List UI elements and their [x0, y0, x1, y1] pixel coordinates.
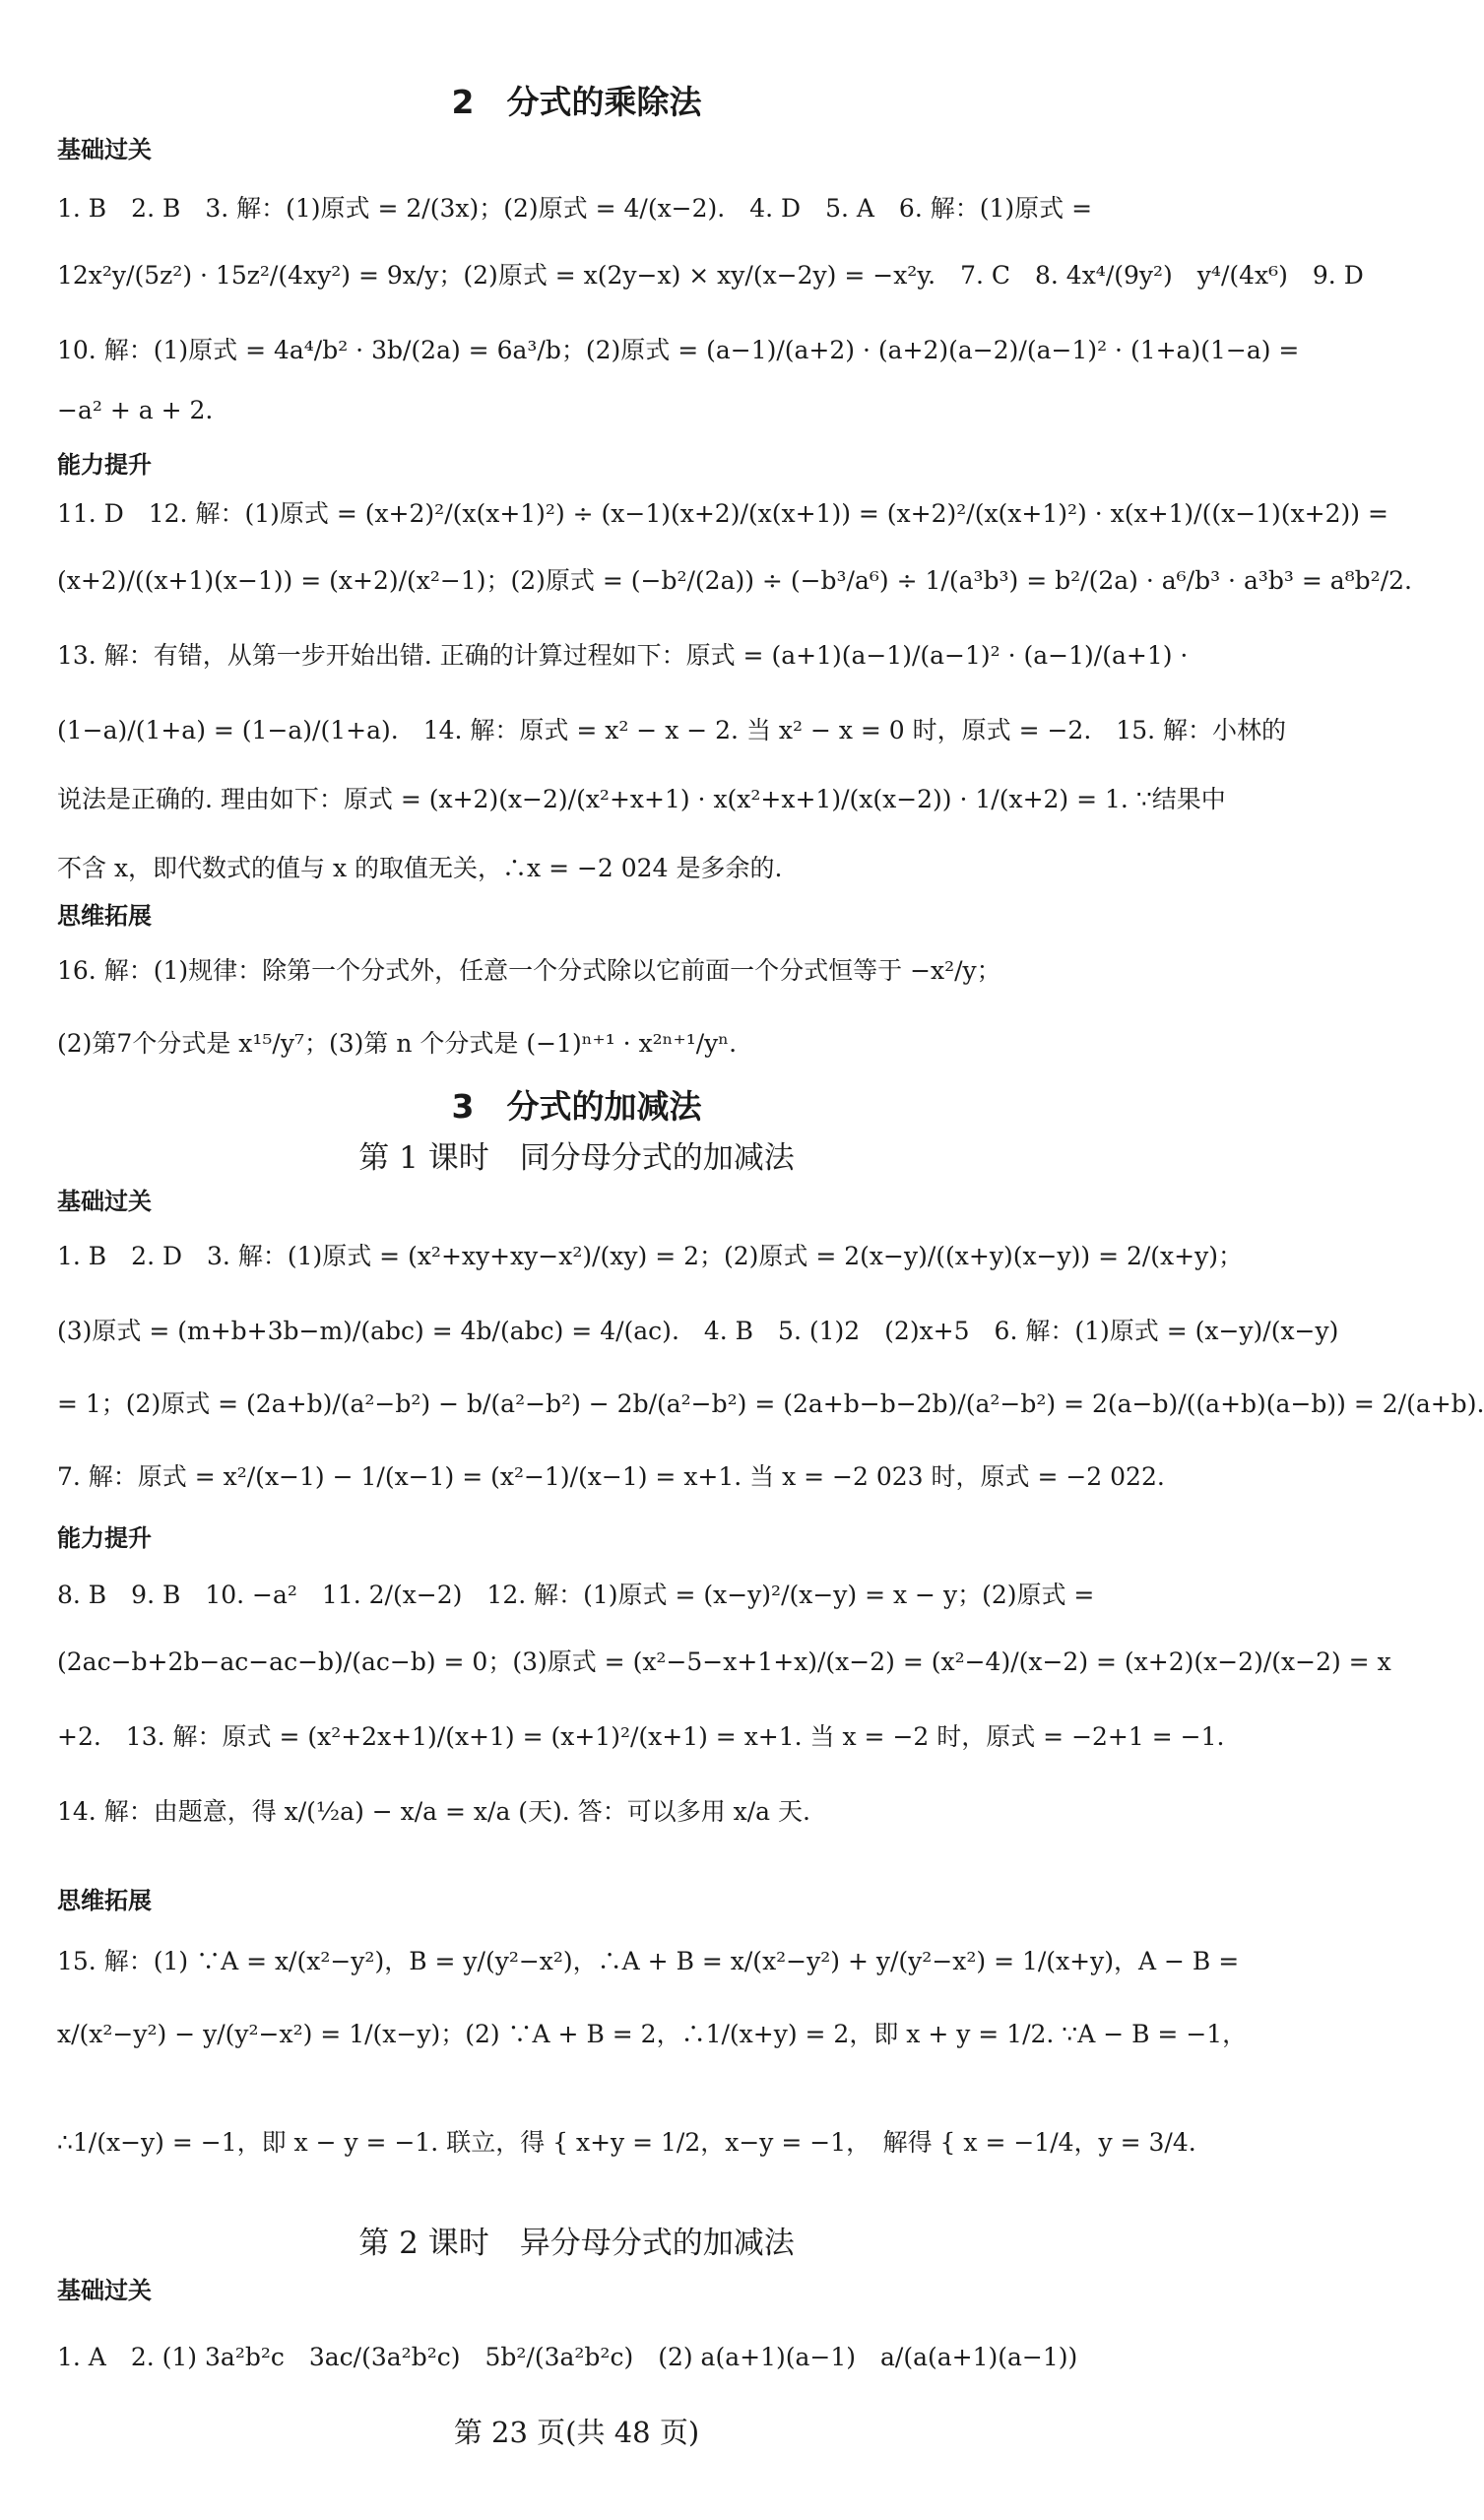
answer-line: (2ac−b+2b−ac−ac−b)/(ac−b) = 0；(3)原式 = (x²−5−x+1+x)/(x−2) = (x²−4)/(x−2) = (x+2)(x−2)/(x−2) = x — [57, 1648, 1391, 1676]
answer-line: (1−a)/(1+a) = (1−a)/(1+a). 14. 解：原式 = x² − x − 2. 当 x² − x = 0 时，原式 = −2. 15. 解：小林的 — [57, 716, 1286, 744]
answer-line: 10. 解：(1)原式 = 4a⁴/b² · 3b/(2a) = 6a³/b；(2)原式 = (a−1)/(a+2) · (a+2)(a−2)/(a−1)² · (1+a)(1−a) = — [57, 336, 1300, 364]
answer-line: x/(x²−y²) − y/(y²−x²) = 1/(x−y)；(2) ∵A + B = 2，∴1/(x+y) = 2，即 x + y = 1/2. ∵A − B = −1， — [57, 2020, 1248, 2048]
answer-line: 13. 解：有错，从第一步开始出错. 正确的计算过程如下：原式 = (a+1)(a−1)/(a−1)² · (a−1)/(a+1) · — [57, 641, 1189, 670]
label-thinking-2: 思维拓展 — [57, 1887, 152, 1914]
label-ability-1: 能力提升 — [57, 451, 152, 479]
answer-line: 1. B 2. D 3. 解：(1)原式 = (x²+xy+xy−x²)/(xy) = 2；(2)原式 = 2(x−y)/((x+y)(x−y)) = 2/(x+y)； — [57, 1242, 1243, 1270]
label-thinking-1: 思维拓展 — [57, 902, 152, 930]
lesson-title-1: 第 1 课时 同分母分式的加减法 — [358, 1140, 795, 1176]
label-basic-2: 基础过关 — [57, 1188, 152, 1215]
answer-line: 8. B 9. B 10. −a² 11. 2/(x−2) 12. 解：(1)原式 = (x−y)²/(x−y) = x − y；(2)原式 = — [57, 1581, 1095, 1609]
answer-line: 14. 解：由题意，得 x/(½a) − x/a = x/a (天). 答：可以多用 x/a 天. — [57, 1797, 810, 1826]
section-title-3: 3 分式的加减法 — [451, 1087, 702, 1126]
answer-line: 说法是正确的. 理由如下：原式 = (x+2)(x−2)/(x²+x+1) · x(x²+x+1)/(x(x−2)) · 1/(x+2) = 1. ∵结果中 — [57, 785, 1226, 813]
page-footer: 第 23 页(共 48 页) — [453, 2416, 700, 2449]
answer-line: (3)原式 = (m+b+3b−m)/(abc) = 4b/(abc) = 4/(ac). 4. B 5. (1)2 (2)x+5 6. 解：(1)原式 = (x−y)/(x−y) — [57, 1317, 1339, 1345]
answer-line: +2. 13. 解：原式 = (x²+2x+1)/(x+1) = (x+1)²/(x+1) = x+1. 当 x = −2 时，原式 = −2+1 = −1. — [57, 1722, 1225, 1751]
label-basic-3: 基础过关 — [57, 2277, 152, 2304]
answer-line: 7. 解：原式 = x²/(x−1) − 1/(x−1) = (x²−1)/(x−1) = x+1. 当 x = −2 023 时，原式 = −2 022. — [57, 1462, 1165, 1491]
answer-line: 15. 解：(1) ∵A = x/(x²−y²)，B = y/(y²−x²)，∴A + B = x/(x²−y²) + y/(y²−x²) = 1/(x+y)，A − B = — [57, 1947, 1240, 1975]
lesson-title-2: 第 2 课时 异分母分式的加减法 — [358, 2226, 795, 2261]
answer-line: ∴1/(x−y) = −1，即 x − y = −1. 联立，得 { x+y = 1/2，x−y = −1， 解得 { x = −1/4，y = 3/4. — [57, 2128, 1196, 2157]
answer-line: 不含 x，即代数式的值与 x 的取值无关，∴x = −2 024 是多余的. — [57, 854, 783, 882]
answer-line: 11. D 12. 解：(1)原式 = (x+2)²/(x(x+1)²) ÷ (x−1)(x+2)/(x(x+1)) = (x+2)²/(x(x+1)²) · x(x+1)/((x−1)(x+2)) = — [57, 499, 1388, 528]
answer-line: 1. A 2. (1) 3a²b²c 3ac/(3a²b²c) 5b²/(3a²b²c) (2) a(a+1)(a−1) a/(a(a+1)(a−1)) — [57, 2343, 1078, 2371]
answer-line: (2)第7个分式是 x¹⁵/y⁷；(3)第 n 个分式是 (−1)ⁿ⁺¹ · x²ⁿ⁺¹/yⁿ. — [57, 1029, 738, 1058]
answer-line: 1. B 2. B 3. 解：(1)原式 = 2/(3x)；(2)原式 = 4/(x−2). 4. D 5. A 6. 解：(1)原式 = — [57, 194, 1093, 223]
label-ability-2: 能力提升 — [57, 1524, 152, 1552]
answer-line: 16. 解：(1)规律：除第一个分式外，任意一个分式除以它前面一个分式恒等于 −x²/y； — [57, 956, 1001, 985]
label-basic-1: 基础过关 — [57, 136, 152, 163]
answer-line: (x+2)/((x+1)(x−1)) = (x+2)/(x²−1)；(2)原式 = (−b²/(2a)) ÷ (−b³/a⁶) ÷ 1/(a³b³) = b²/(2a) · a⁶/b³ · a³b³ = a⁸b²/2. — [57, 566, 1412, 595]
answer-line: = 1；(2)原式 = (2a+b)/(a²−b²) − b/(a²−b²) − 2b/(a²−b²) = (2a+b−b−2b)/(a²−b²) = 2(a−b)/((a+b)(a−b)) = 2/(a+b). — [57, 1389, 1484, 1418]
answer-line: −a² + a + 2. — [57, 396, 214, 424]
answer-line: 12x²y/(5z²) · 15z²/(4xy²) = 9x/y；(2)原式 = x(2y−x) × xy/(x−2y) = −x²y. 7. C 8. 4x⁴/(9y²) y⁴/(4x⁶) 9. D — [57, 261, 1364, 290]
section-title-2: 2 分式的乘除法 — [451, 83, 702, 121]
